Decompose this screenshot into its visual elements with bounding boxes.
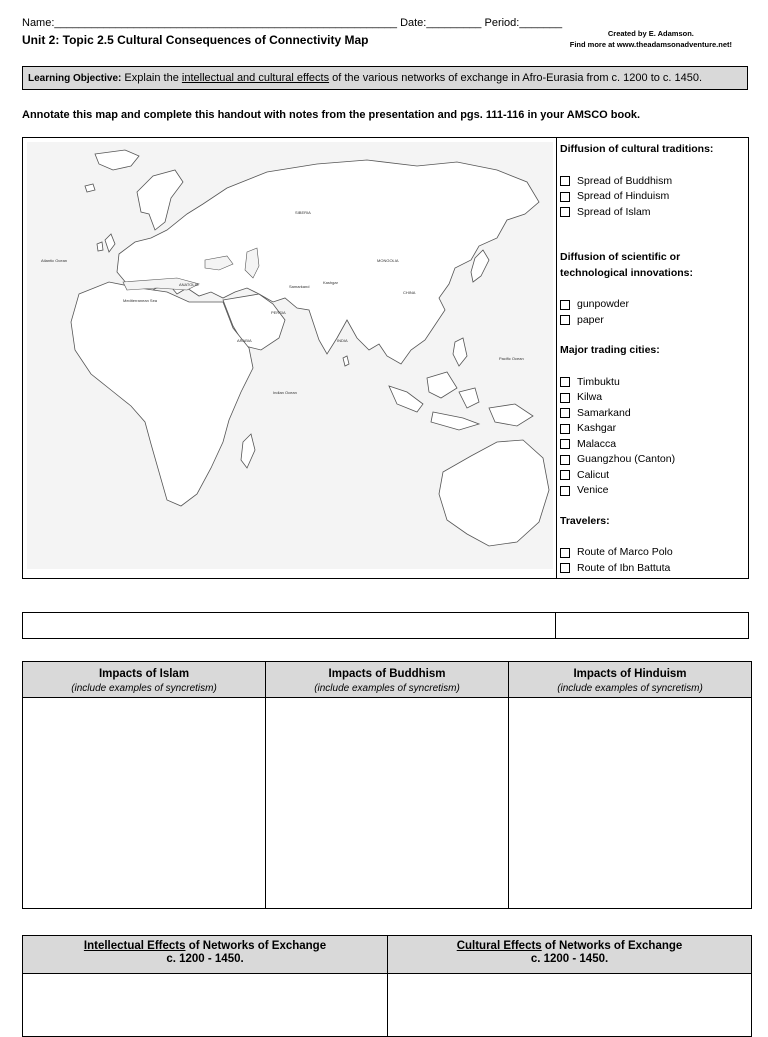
objective-post: of the various networks of exchange in Afro-Eurasia from c. 1200 to c. 1450. xyxy=(329,72,703,84)
header-title: Impacts of Buddhism xyxy=(328,668,446,680)
objective-pre: Explain the xyxy=(121,72,182,84)
checklist-item[interactable] xyxy=(560,468,746,484)
strip-divider xyxy=(555,613,556,638)
checklist-item[interactable] xyxy=(560,375,746,391)
map-label-kashgar: Kashgar xyxy=(323,280,338,285)
checklist-item[interactable] xyxy=(560,437,746,453)
map-section xyxy=(22,137,749,579)
map-label-persia: PERSIA xyxy=(271,310,286,315)
checklist-label: Kashgar xyxy=(577,422,617,434)
checklist-label: Spread of Buddhism xyxy=(577,174,673,187)
empty-key-strip[interactable] xyxy=(22,612,749,639)
intellectual-effects-answer[interactable] xyxy=(23,974,388,1037)
checkbox-icon[interactable] xyxy=(560,192,570,202)
header-underlined: Cultural Effects xyxy=(456,940,542,952)
checkbox-icon[interactable] xyxy=(560,207,570,217)
checkbox-icon[interactable] xyxy=(560,393,570,403)
map-label-mongolia: MONGOLIA xyxy=(377,258,399,263)
checklist-label: Route of Marco Polo xyxy=(577,546,673,558)
cities-heading: Major trading cities: xyxy=(560,344,660,356)
map-label-samarkand: Samarkand xyxy=(289,284,310,289)
checklist-item[interactable] xyxy=(560,189,746,205)
checklist-item[interactable] xyxy=(560,452,746,468)
checklist-label: Route of Ibn Battuta xyxy=(577,561,671,574)
checkbox-icon[interactable] xyxy=(560,548,570,558)
credit-author: Created by E. Adamson. xyxy=(607,29,694,38)
header-underlined: Intellectual Effects xyxy=(83,940,186,952)
checkbox-icon[interactable] xyxy=(560,563,570,573)
period-blank[interactable]: _______ xyxy=(519,17,563,29)
header-title: Impacts of Hinduism xyxy=(573,668,687,680)
name-date-period-line xyxy=(22,17,562,29)
checkbox-icon[interactable] xyxy=(560,455,570,465)
checklist-label: Spread of Islam xyxy=(577,205,651,218)
checklist-item[interactable] xyxy=(560,421,746,437)
impacts-hinduism-answer[interactable] xyxy=(509,698,752,909)
checklist-item[interactable] xyxy=(560,545,746,561)
learning-objective xyxy=(22,66,748,90)
checklist-label: gunpowder xyxy=(577,298,629,310)
header-sub: (include examples of syncretism) xyxy=(71,683,217,694)
intellectual-effects-header xyxy=(23,936,388,974)
checklist-label: Guangzhou (Canton) xyxy=(577,453,676,465)
date-blank[interactable]: _________ xyxy=(426,17,482,29)
map-label-anatolia: ANATOLIA xyxy=(179,282,199,287)
checklist-label: Venice xyxy=(577,484,609,496)
header-dates: c. 1200 - 1450. xyxy=(530,953,609,965)
world-map-image xyxy=(27,142,553,569)
checklist-item[interactable] xyxy=(560,483,746,499)
map-label-china: CHINA xyxy=(403,290,416,295)
checkbox-icon[interactable] xyxy=(560,470,570,480)
map-checklist xyxy=(560,142,746,576)
checkbox-icon[interactable] xyxy=(560,377,570,387)
cultural-effects-header xyxy=(388,936,752,974)
page-title: Unit 2: Topic 2.5 Cultural Consequences of Connectivity Map xyxy=(22,33,369,47)
impacts-hinduism-header xyxy=(509,662,752,698)
checklist-item[interactable] xyxy=(560,390,746,406)
header-rest: of Networks of Exchange xyxy=(185,940,327,952)
objective-underlined: intellectual and cultural effects xyxy=(181,72,330,84)
map-label-india: INDIA xyxy=(337,338,348,343)
checklist-label: Spread of Hinduism xyxy=(577,190,670,202)
header-sub: (include examples of syncretism) xyxy=(314,683,460,694)
scientific-heading-1: Diffusion of scientific or xyxy=(560,251,681,263)
period-label: Period: xyxy=(484,17,520,29)
checkbox-icon[interactable] xyxy=(560,439,570,449)
impacts-islam-answer[interactable] xyxy=(23,698,266,909)
scientific-heading-2: technological innovations: xyxy=(560,266,694,279)
afro-eurasia-map xyxy=(27,142,553,569)
checklist-label: Timbuktu xyxy=(577,375,620,388)
checkbox-icon[interactable] xyxy=(560,300,570,310)
checklist-item[interactable] xyxy=(560,174,746,190)
map-divider xyxy=(556,138,557,578)
checklist-item[interactable] xyxy=(560,561,746,577)
checkbox-icon[interactable] xyxy=(560,315,570,325)
effects-table xyxy=(22,935,752,1037)
checkbox-icon[interactable] xyxy=(560,424,570,434)
map-label-pacific: Pacific Ocean xyxy=(499,356,524,361)
header-sub: (include examples of syncretism) xyxy=(557,683,703,694)
checkbox-icon[interactable] xyxy=(560,486,570,496)
map-label-siberia: SIBERIA xyxy=(295,210,311,215)
header-title: Impacts of Islam xyxy=(98,668,190,680)
map-label-arabia: ARABIA xyxy=(237,338,252,343)
map-label-atlantic: Atlantic Ocean xyxy=(41,258,68,263)
header-dates: c. 1200 - 1450. xyxy=(166,953,244,965)
checklist-label: Malacca xyxy=(577,437,617,450)
name-label: Name: xyxy=(22,17,55,29)
impacts-buddhism-answer[interactable] xyxy=(266,698,509,909)
checklist-item[interactable] xyxy=(560,205,746,221)
checklist-item[interactable] xyxy=(560,313,746,329)
credit-website: Find more at www.theadamsonadventure.net! xyxy=(569,40,732,49)
impacts-buddhism-header xyxy=(266,662,509,698)
map-label-indian-ocean: Indian Ocean xyxy=(273,390,297,395)
objective-label: Learning Objective: xyxy=(28,73,122,84)
cultural-effects-answer[interactable] xyxy=(388,974,752,1037)
header-rest: of Networks of Exchange xyxy=(541,940,683,952)
checklist-label: Kilwa xyxy=(577,391,603,403)
checklist-label: Calicut xyxy=(577,468,610,481)
checklist-item[interactable] xyxy=(560,297,746,313)
checklist-item[interactable] xyxy=(560,406,746,422)
checkbox-icon[interactable] xyxy=(560,176,570,186)
checklist-label: Samarkand xyxy=(577,406,631,419)
credit xyxy=(570,28,732,50)
instructions: Annotate this map and complete this handout with notes from the presentation and pgs. 111-116 in your AMSCO book. xyxy=(22,109,641,121)
impacts-table xyxy=(22,661,752,909)
checkbox-icon[interactable] xyxy=(560,408,570,418)
cultural-heading: Diffusion of cultural traditions: xyxy=(560,143,714,155)
map-label-mediterranean: Mediterranean Sea xyxy=(123,298,158,303)
date-label: Date: xyxy=(400,17,427,29)
travelers-heading: Travelers: xyxy=(560,514,610,527)
impacts-islam-header xyxy=(23,662,266,698)
checklist-label: paper xyxy=(577,313,604,326)
name-blank[interactable]: ________________________________________________________ xyxy=(54,17,397,29)
